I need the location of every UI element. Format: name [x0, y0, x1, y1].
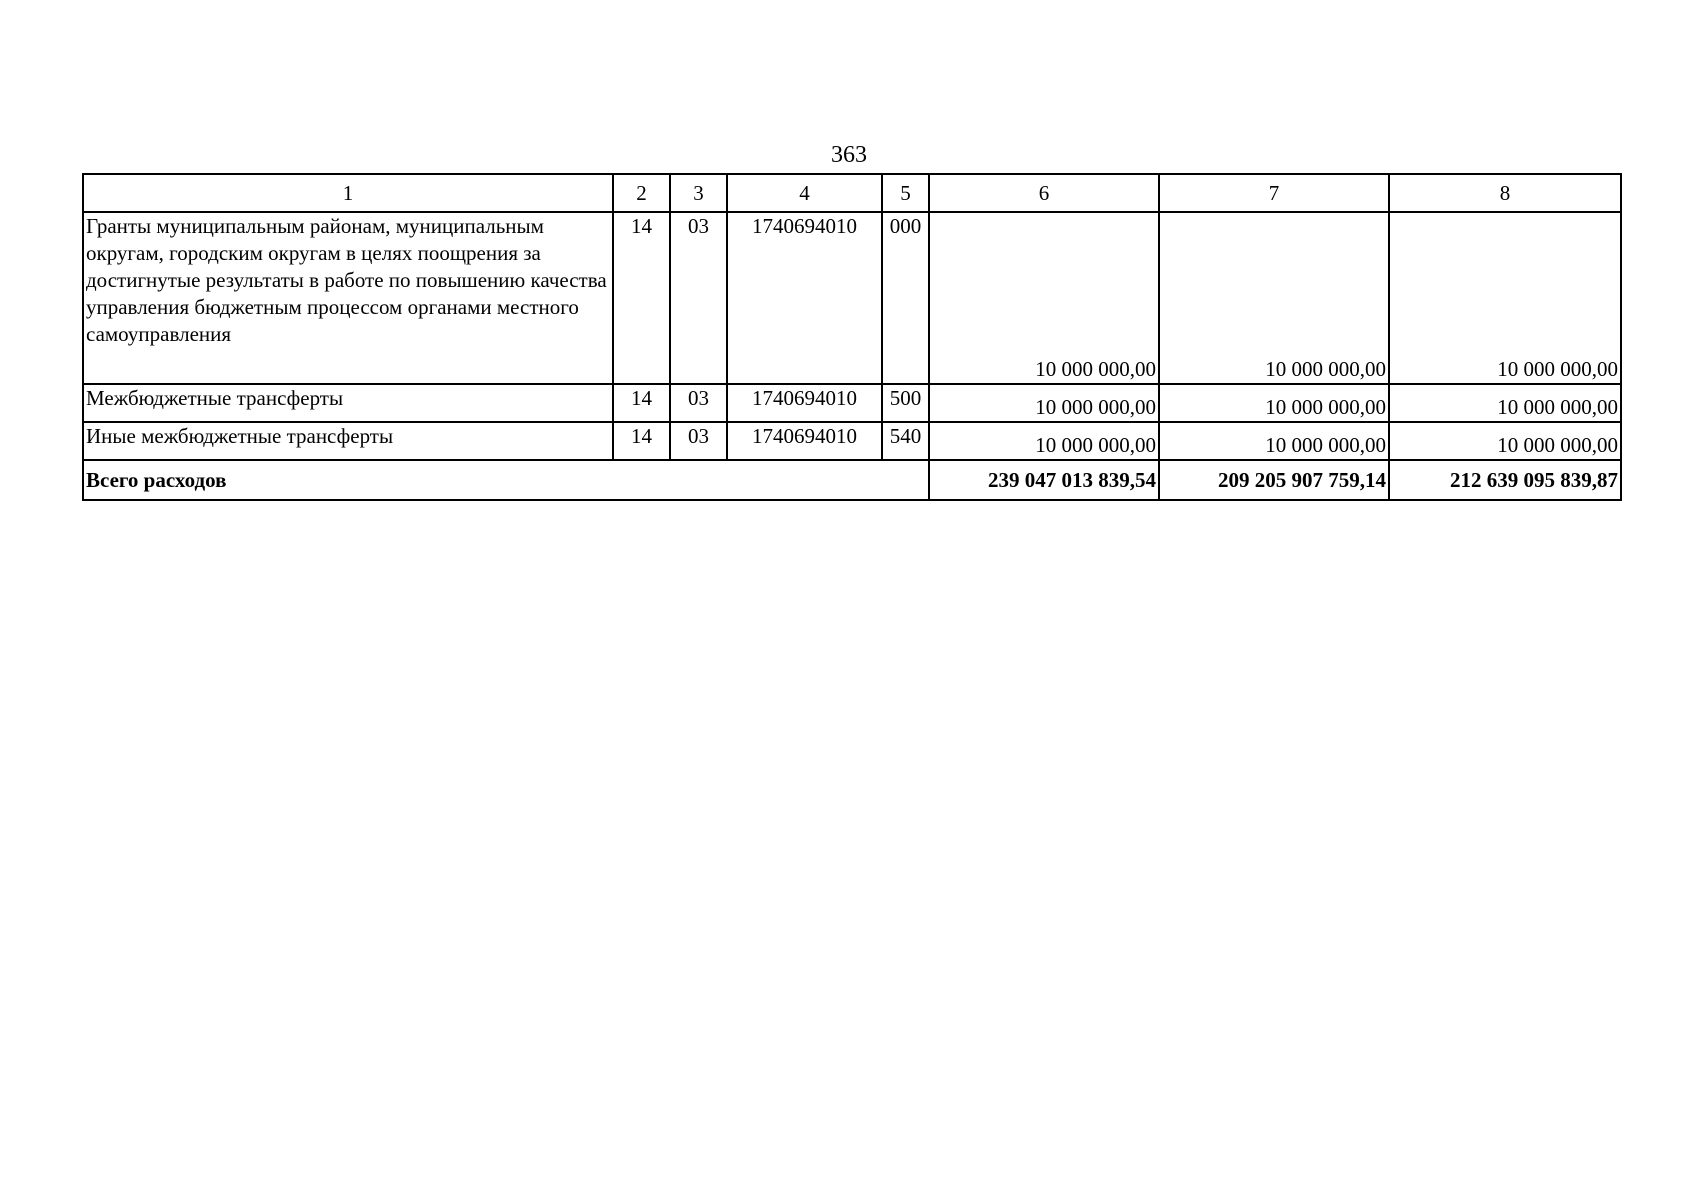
- header-cell: 3: [670, 174, 727, 212]
- target-article-cell: 1740694010: [727, 384, 882, 422]
- amount-cell: 10 000 000,00: [1159, 422, 1389, 460]
- expense-type-cell: 000: [882, 212, 929, 384]
- table-row: [83, 384, 1621, 422]
- budget-expenditure-table: [82, 173, 1622, 501]
- header-cell: 6: [929, 174, 1159, 212]
- section-code-cell: 14: [613, 212, 670, 384]
- header-cell: 2: [613, 174, 670, 212]
- amount-cell: 10 000 000,00: [1389, 212, 1621, 384]
- amount-cell: 10 000 000,00: [929, 212, 1159, 384]
- table-row: [83, 212, 1621, 384]
- page-number: 363: [831, 142, 867, 168]
- target-article-cell: 1740694010: [727, 422, 882, 460]
- expense-name-cell: Межбюджетные трансферты: [83, 384, 613, 422]
- subsection-code-cell: 03: [670, 212, 727, 384]
- header-cell: 5: [882, 174, 929, 212]
- total-amount-cell: 212 639 095 839,87: [1389, 460, 1621, 500]
- table-row: [83, 422, 1621, 460]
- total-row: [83, 460, 1621, 500]
- subsection-code-cell: 03: [670, 422, 727, 460]
- amount-cell: 10 000 000,00: [1389, 384, 1621, 422]
- header-cell: 4: [727, 174, 882, 212]
- total-label-cell: Всего расходов: [83, 460, 929, 500]
- subsection-code-cell: 03: [670, 384, 727, 422]
- expense-name-cell: Иные межбюджетные трансферты: [83, 422, 613, 460]
- amount-cell: 10 000 000,00: [1159, 212, 1389, 384]
- amount-cell: 10 000 000,00: [1389, 422, 1621, 460]
- total-amount-cell: 239 047 013 839,54: [929, 460, 1159, 500]
- expense-type-cell: 500: [882, 384, 929, 422]
- amount-cell: 10 000 000,00: [929, 422, 1159, 460]
- expense-type-cell: 540: [882, 422, 929, 460]
- amount-cell: 10 000 000,00: [929, 384, 1159, 422]
- target-article-cell: 1740694010: [727, 212, 882, 384]
- amount-cell: 10 000 000,00: [1159, 384, 1389, 422]
- header-cell: 7: [1159, 174, 1389, 212]
- header-cell: 8: [1389, 174, 1621, 212]
- section-code-cell: 14: [613, 422, 670, 460]
- expense-name-cell: Гранты муниципальным районам, муниципальным округам, городским округам в целях поощрения за достигнутые результаты в работе по повышению качества управления бюджетным процессом органами местного самоуправления: [83, 212, 613, 384]
- header-row: [83, 174, 1621, 212]
- header-cell: 1: [83, 174, 613, 212]
- section-code-cell: 14: [613, 384, 670, 422]
- total-amount-cell: 209 205 907 759,14: [1159, 460, 1389, 500]
